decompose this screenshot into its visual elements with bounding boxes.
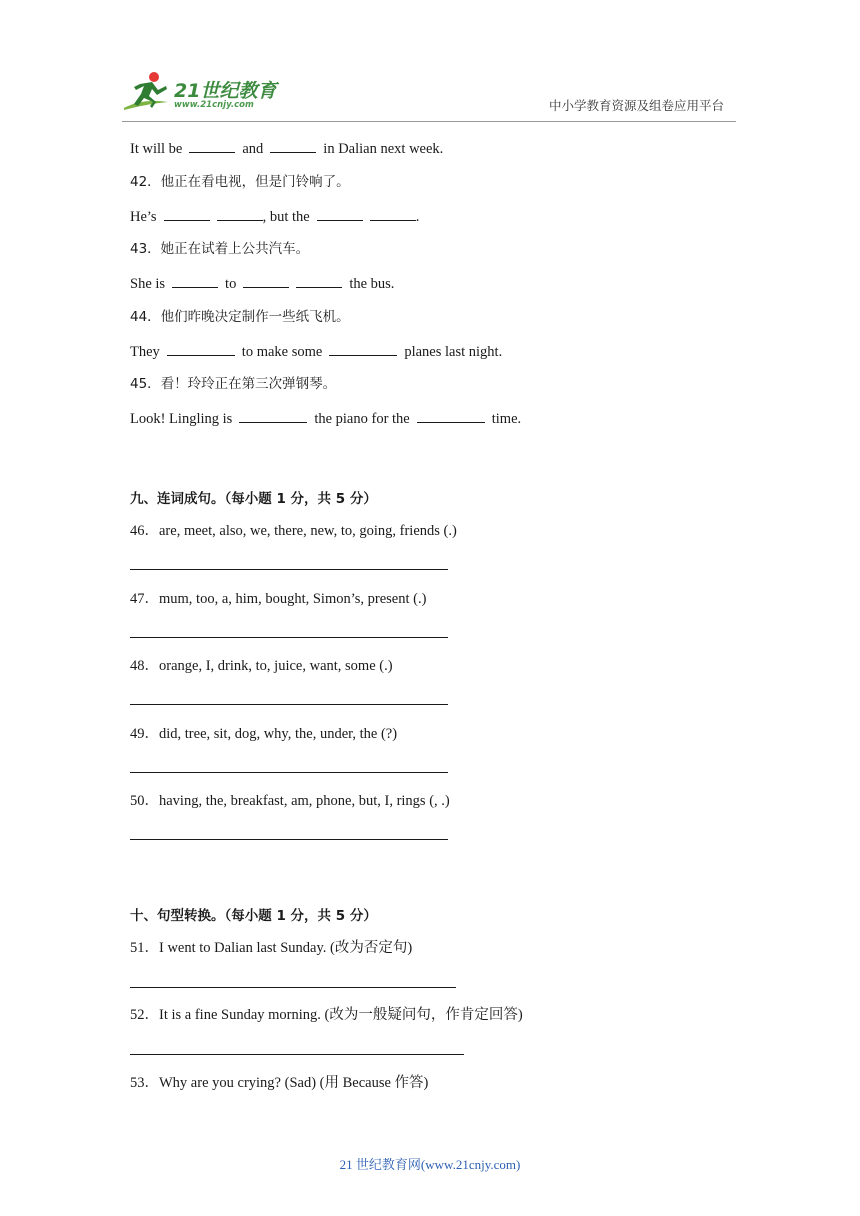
- q42-answer-line: [130, 207, 419, 226]
- logo: [122, 68, 292, 114]
- blank[interactable]: [329, 342, 397, 356]
- q43-text-2: to: [225, 276, 237, 292]
- blank[interactable]: [167, 342, 235, 356]
- question-46: 46．are, meet, also, we, there, new, to, going, friends (.): [130, 523, 457, 539]
- blank[interactable]: [296, 274, 342, 288]
- answer-line-46[interactable]: [130, 569, 448, 570]
- answer-line-49[interactable]: [130, 772, 448, 773]
- q41-text-2: and: [242, 141, 264, 157]
- blank[interactable]: [370, 207, 416, 221]
- section-10-title: 十、句型转换。（每小题 1 分，共 5 分）: [130, 908, 377, 924]
- answer-line-48[interactable]: [130, 704, 448, 705]
- page-footer: 21 世纪教育网(www.21cnjy.com): [339, 1157, 521, 1172]
- blank[interactable]: [239, 409, 307, 423]
- blank[interactable]: [243, 274, 289, 288]
- q44-text-2: to make some: [241, 344, 323, 360]
- q45-answer-line: [130, 409, 521, 428]
- blank[interactable]: [417, 409, 485, 423]
- blank[interactable]: [189, 139, 235, 153]
- q45-text-2: the piano for the: [314, 411, 410, 427]
- answer-line-47[interactable]: [130, 637, 448, 638]
- q43-text-3: the bus.: [349, 276, 395, 292]
- blank[interactable]: [217, 207, 263, 221]
- q44-text-3: planes last night.: [404, 344, 503, 360]
- q44-prompt: 44．他们昨晚决定制作一些纸飞机。: [130, 309, 350, 325]
- question-53: 53．Why are you crying? (Sad) (用 Because 作答): [130, 1075, 429, 1091]
- q45-text-1: Look! Lingling is: [130, 411, 233, 427]
- page-header: [0, 0, 860, 125]
- answer-line-50[interactable]: [130, 839, 448, 840]
- question-52: 52．It is a fine Sunday morning. (改为一般疑问句，作肯定回答): [130, 1007, 523, 1023]
- q43-text-1: She is: [130, 276, 166, 292]
- question-51: 51．I went to Dalian last Sunday. (改为否定句): [130, 940, 413, 956]
- blank[interactable]: [270, 139, 316, 153]
- q42-text-3: .: [415, 209, 420, 225]
- answer-line-52[interactable]: [130, 1054, 464, 1055]
- question-50: 50．having, the, breakfast, am, phone, but, I, rings (, .): [130, 793, 450, 809]
- q43-answer-line: [130, 274, 394, 293]
- q42-text-1: He’s: [130, 209, 157, 225]
- blank[interactable]: [172, 274, 218, 288]
- q41-answer-line: [130, 139, 443, 158]
- section-9-title: 九、连词成句。（每小题 1 分，共 5 分）: [130, 491, 377, 507]
- header-divider: [122, 121, 736, 122]
- q43-prompt: 43．她正在试着上公共汽车。: [130, 241, 310, 257]
- header-platform-text: 中小学教育资源及组卷应用平台: [549, 98, 725, 113]
- q41-text-1: It will be: [130, 141, 183, 157]
- logo-text: 21世纪教育: [174, 80, 277, 102]
- logo-url: www.21cnjy.com: [174, 100, 254, 110]
- q45-prompt: 45．看！玲玲正在第三次弹钢琴。: [130, 376, 337, 392]
- q41-text-3: in Dalian next week.: [323, 141, 444, 157]
- question-47: 47．mum, too, a, him, bought, Simon’s, present (.): [130, 591, 427, 607]
- blank[interactable]: [164, 207, 210, 221]
- q45-text-3: time.: [491, 411, 522, 427]
- blank[interactable]: [317, 207, 363, 221]
- question-48: 48．orange, I, drink, to, juice, want, some (.): [130, 658, 393, 674]
- question-49: 49．did, tree, sit, dog, why, the, under, the (?): [130, 726, 398, 742]
- q44-text-1: They: [130, 344, 160, 360]
- q42-text-2: , but the: [262, 209, 310, 225]
- q44-answer-line: [130, 342, 502, 361]
- runner-logo-icon: [122, 68, 174, 114]
- q42-prompt: 42．他正在看电视，但是门铃响了。: [130, 174, 350, 190]
- answer-line-51[interactable]: [130, 987, 456, 988]
